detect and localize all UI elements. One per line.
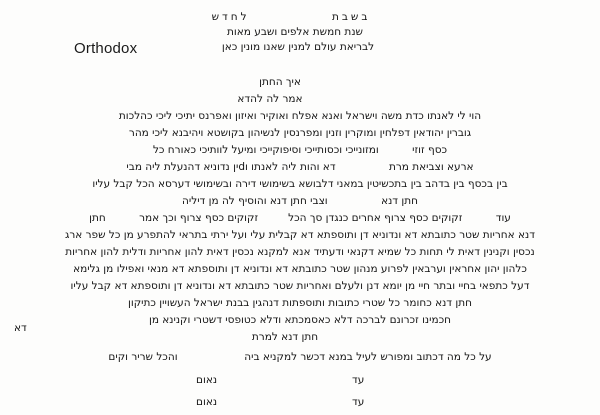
header-line-1: בשבת לחדש	[211, 11, 371, 23]
signature-label-witness-1: עד	[352, 374, 365, 386]
body-line-14: חתן דנא כחומר כל שטרי כתובות ותוספתות דנהגין בבנת ישראל העשויין כתיקון	[127, 297, 472, 309]
header-line-3: לבריאת עולם למנין שאנו מונין כאן	[221, 41, 375, 53]
body-line-6: ארעא וצביאת מרת דא והות ליה לאנתו וdין נדוניא דהנעלת ליה מבי	[126, 161, 474, 173]
corner-mark: דא	[14, 322, 27, 334]
header-line-2: שנת חמשת אלפים ושבע מאות	[227, 26, 363, 38]
body-line-12: כלהון יהון אחראין וערבאין לפרוע מנהון שטר כתובתא דא ונדוניא דן ותוספתא דא מנאי ואפילו מן גלימא	[73, 263, 527, 275]
body-line-9: עוד זקוקים כסף צרוף אחרים כנגדן סך הכל זקוקים כסף צרוף וכך אמר חתן	[89, 212, 511, 224]
body-line-8: חתן דנא וצבי חתן דנא והוסיף לה מן דיליה	[182, 195, 418, 207]
signature-label-signed-2: נאום	[196, 396, 218, 408]
body-line-10: דנא אחריות שטר כתובתא דא ונדוניא דן ותוספתא דא קבלית עלי ועל ירתי בתראי להתפרע מן כל שפר ארג	[65, 229, 535, 241]
body-line-5: כסף זוזי ומזונייכי וכסותייכי וסיפוקייכי ומיעל לוותיכי כאורח כל	[152, 144, 448, 156]
body-line-16: חתן דנא למרת	[251, 331, 319, 343]
body-line-11: נכסין וקנינין דאית לי תחות כל שמיא דקנאי ודעתיד אנא למקנא נכסין דאית להון אחריות ודלית להון אחריות	[65, 246, 535, 258]
signature-label-witness-2: עד	[352, 396, 365, 408]
body-line-3: הוי לי לאנתו כדת משה וישראל ואנא אפלח ואוקיר ואיזון ואפרנס יתיכי ליכי כהלכות	[118, 110, 482, 122]
annotation-label: Orthodox	[74, 40, 138, 57]
body-line-1: איך החתן	[259, 76, 301, 88]
body-line-15: חכמינו זכרונם לברכה דלא כאסמכתא ודלא כטופסי דשטרי וקנינא מן	[148, 314, 452, 326]
body-line-17: על כל מה דכתוב ומפורש לעיל במנא דכשר למקניא ביה והכל שריר וקים	[108, 351, 492, 363]
body-line-7: בין בכסף בין בדהב בין בתכשיטין במאני דלבושא בשימושי דירה ובשימושי דערסא הכל קבל עליו	[92, 178, 508, 190]
body-line-2: אמר לה להדא	[237, 93, 303, 105]
signature-label-signed-1: נאום	[196, 374, 218, 386]
body-line-13: דעל כתפאי בחיי ובתר חיי מן יומא דנן ולעלם ואחריות שטר כתובתא דא ונדוניא דן ותוספתא דא קבל עליו	[70, 280, 530, 292]
body-line-4: גוברין יהודאין דפלחין ומוקרין וזנין ומפרנסין לנשיהון בקושטא ויהיבנא ליכי מהר	[128, 127, 472, 139]
